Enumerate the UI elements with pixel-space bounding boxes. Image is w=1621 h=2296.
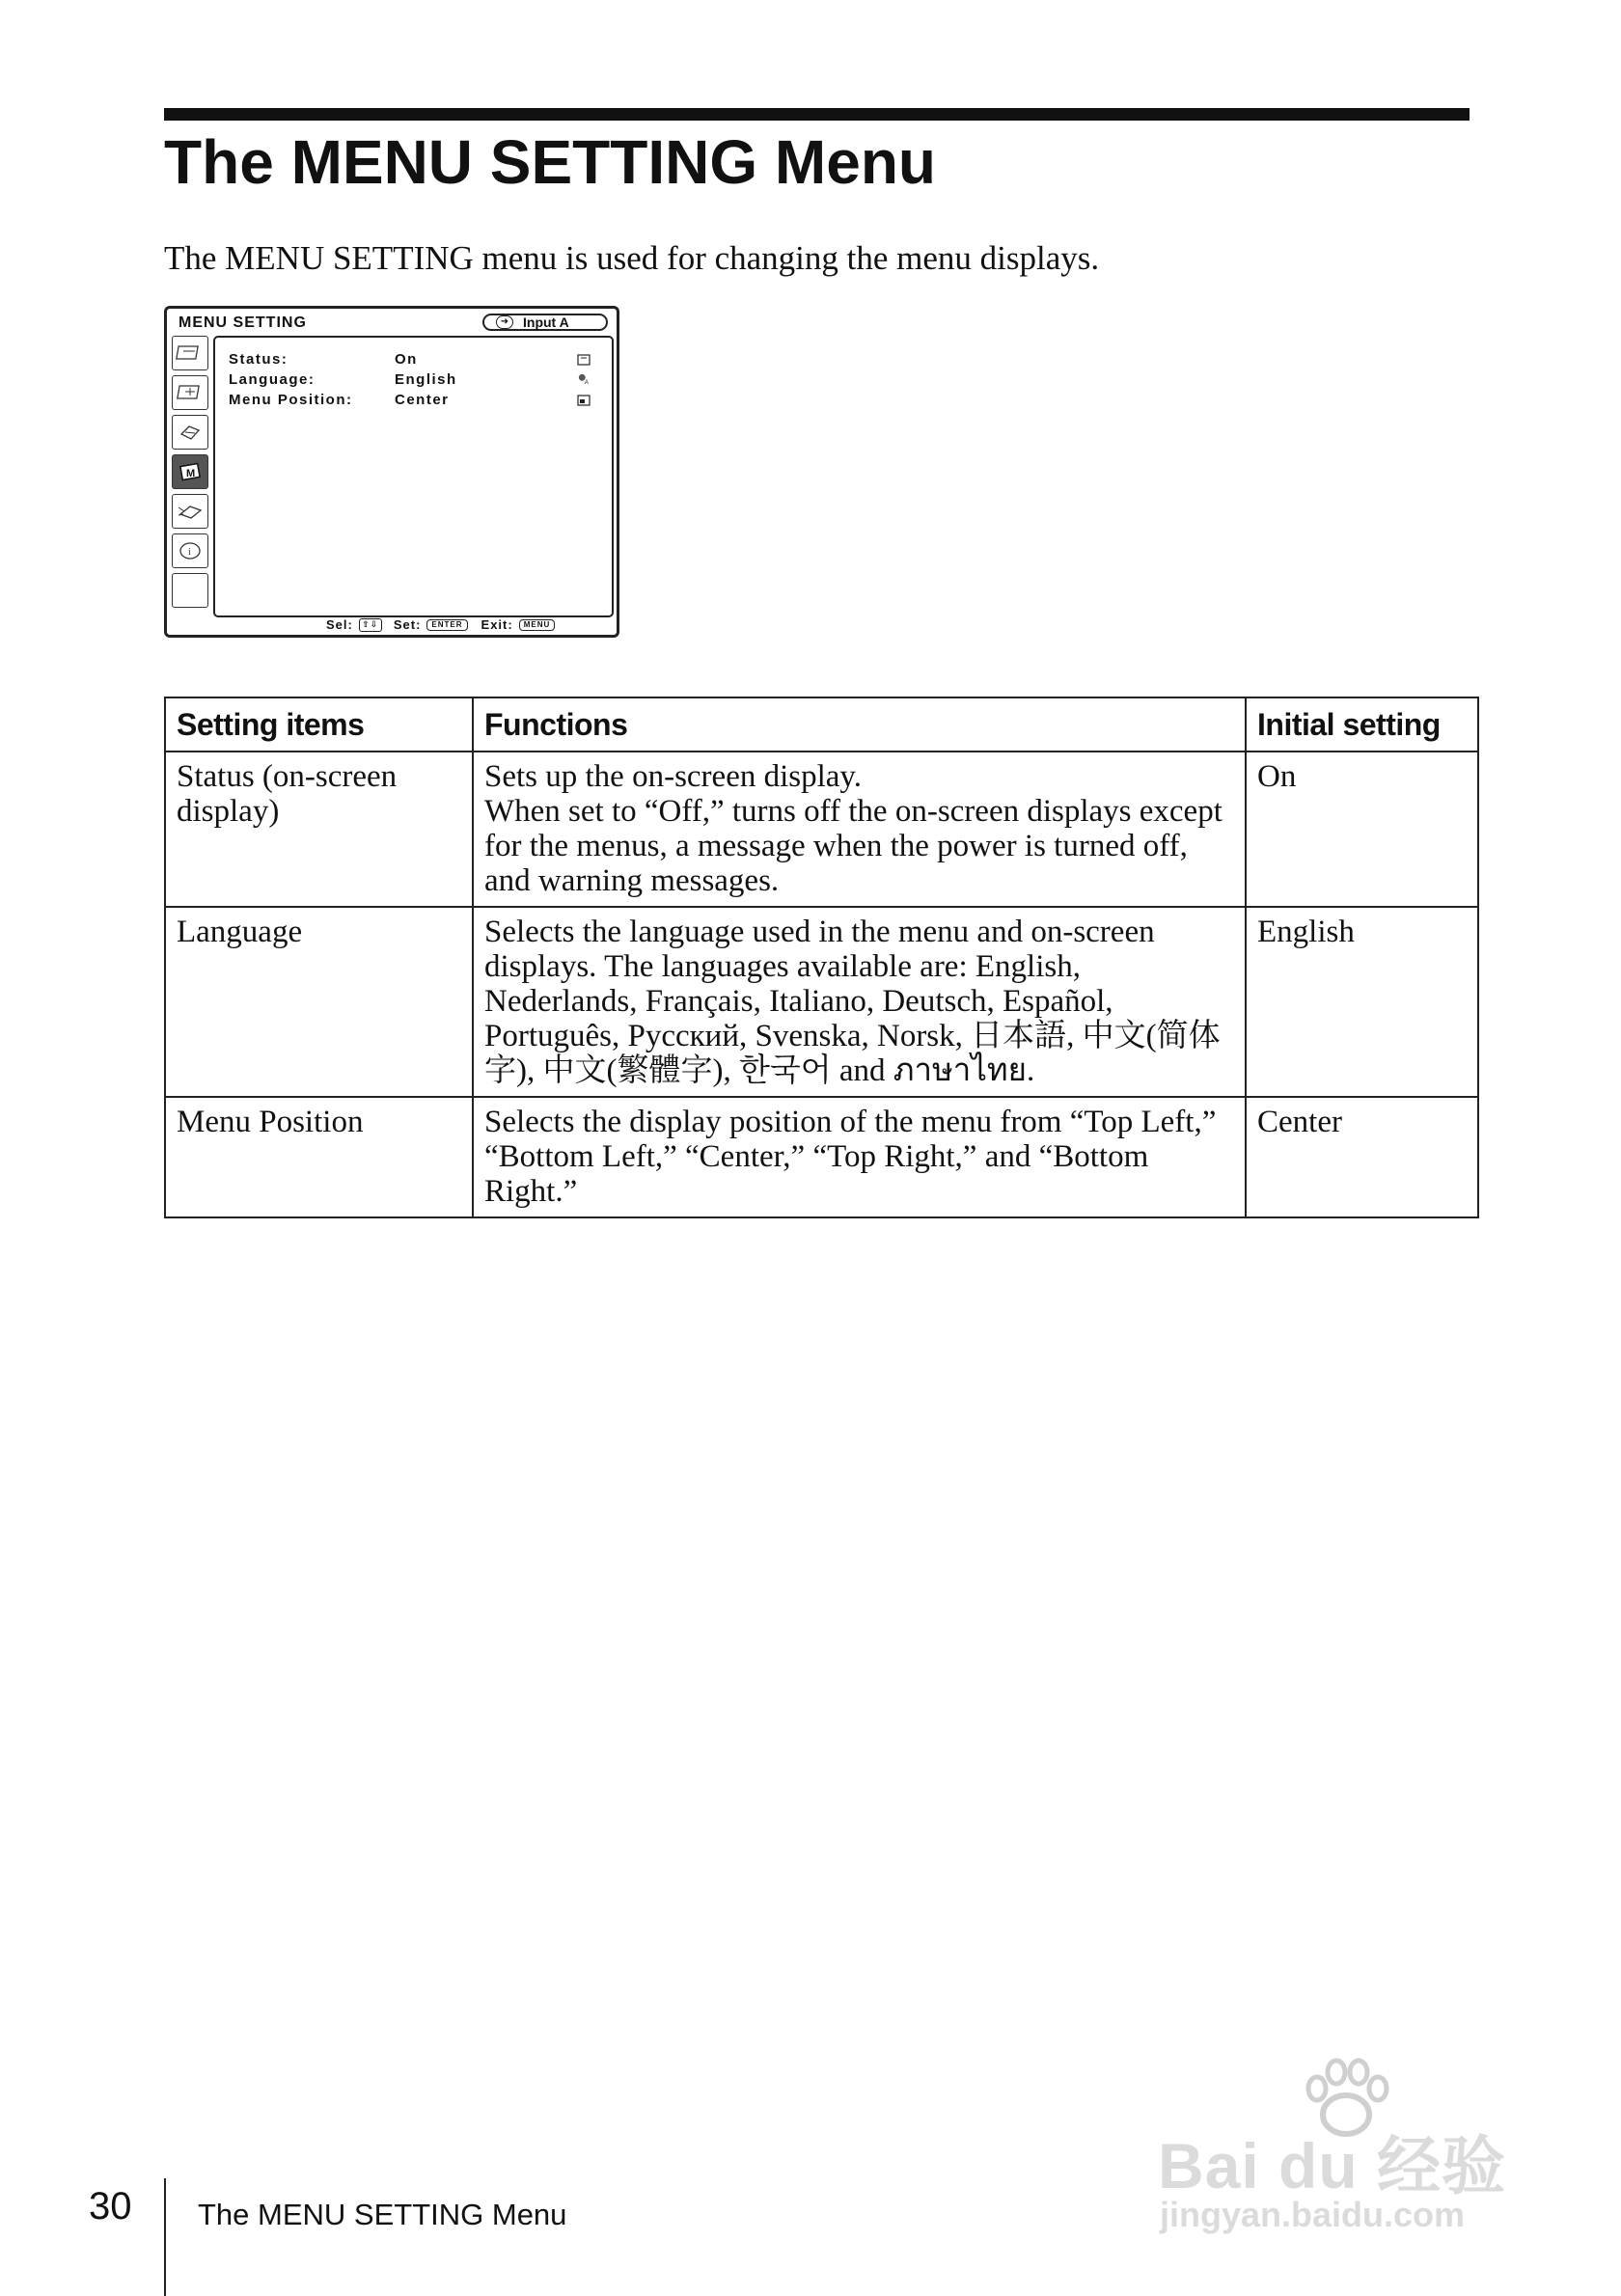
cell-functions: [473, 907, 1246, 1097]
osd-settings-panel: [213, 336, 614, 617]
svg-text:i: i: [188, 547, 191, 558]
intro-text: The MENU SETTING menu is used for changing the menu displays.: [164, 239, 1100, 277]
title-rule: [164, 108, 1470, 121]
osd-sel-label: Sel:: [326, 617, 353, 632]
cell-item: Status (on-screen display): [165, 752, 473, 907]
page-number: 30: [89, 2185, 132, 2228]
cell-initial: English: [1246, 907, 1478, 1097]
table-row: [165, 1097, 1478, 1217]
header-setting-items: Setting items: [165, 697, 473, 752]
osd-sidebar: [172, 336, 210, 613]
header-initial-setting: Initial setting: [1246, 697, 1478, 752]
function-line: Selects the language used in the menu and on-screen displays. The languages available are: English, Nederlands, Français, Italiano, Deutsch, Español, Português, Pусский, Svenska, Norsk, 日本語, 中文(简体字), 中文(繁體字), 한국어 and ภาษาไทย.: [484, 915, 1221, 1088]
cell-functions: [473, 752, 1246, 907]
osd-row-menu-position: [229, 392, 450, 408]
osd-exit-label: Exit:: [481, 617, 513, 632]
status-icon: [577, 354, 591, 366]
installation-icon: [172, 494, 208, 529]
osd-row-value: English: [395, 371, 457, 388]
settings-table: [164, 697, 1479, 1218]
osd-menu-screenshot: [164, 306, 619, 638]
osd-footer: [326, 617, 555, 632]
picture-icon: [172, 336, 208, 370]
function-line: Selects the display position of the menu from “Top Left,” “Bottom Left,” “Center,” “Top Right,” and “Bottom Right.”: [484, 1105, 1217, 1209]
footer-rule: [164, 2178, 166, 2296]
svg-text:A: A: [584, 380, 589, 385]
footer-section-title: The MENU SETTING Menu: [198, 2198, 567, 2231]
cell-initial: On: [1246, 752, 1478, 907]
function-line: When set to “Off,” turns off the on-screen displays except for the menus, a message when the power is turned off, and warning messages.: [484, 794, 1223, 898]
cell-functions: [473, 1097, 1246, 1217]
info-icon: [172, 533, 208, 568]
osd-row-status: [229, 351, 418, 368]
baidu-watermark: [1158, 2055, 1544, 2248]
function-line: Sets up the on-screen display.: [484, 759, 863, 794]
input-arrow-icon: ➜: [496, 315, 513, 329]
cell-item: Language: [165, 907, 473, 1097]
language-icon: [577, 373, 591, 385]
position-icon: [577, 395, 591, 406]
table-row: [165, 752, 1478, 907]
page-title: The MENU SETTING Menu: [164, 127, 936, 197]
osd-row-label: Status:: [229, 351, 288, 368]
menu-setting-icon: [172, 454, 208, 489]
osd-input-label: Input A: [523, 314, 569, 330]
watermark-url: jingyan.baidu.com: [1160, 2195, 1466, 2234]
osd-title: MENU SETTING: [179, 314, 307, 331]
table-row: [165, 907, 1478, 1097]
enter-key: ENTER: [426, 619, 467, 631]
osd-row-value: On: [395, 351, 418, 368]
empty-tile: [172, 573, 208, 608]
watermark-logo: Bai du 经验: [1158, 2130, 1507, 2201]
menu-key: MENU: [519, 619, 556, 631]
header-functions: Functions: [473, 697, 1246, 752]
osd-row-language: [229, 371, 457, 388]
svg-text:M: M: [186, 468, 196, 479]
cell-item: Menu Position: [165, 1097, 473, 1217]
osd-input-indicator: [482, 314, 608, 331]
screen-icon: [172, 375, 208, 410]
osd-row-label: Language:: [229, 371, 316, 388]
osd-row-value: Center: [395, 392, 450, 408]
up-down-arrows-icon: ⇧⇩: [359, 618, 382, 632]
table-header-row: [165, 697, 1478, 752]
osd-set-label: Set:: [393, 617, 422, 632]
setup-icon: [172, 415, 208, 450]
osd-row-label: Menu Position:: [229, 392, 353, 408]
cell-initial: Center: [1246, 1097, 1478, 1217]
